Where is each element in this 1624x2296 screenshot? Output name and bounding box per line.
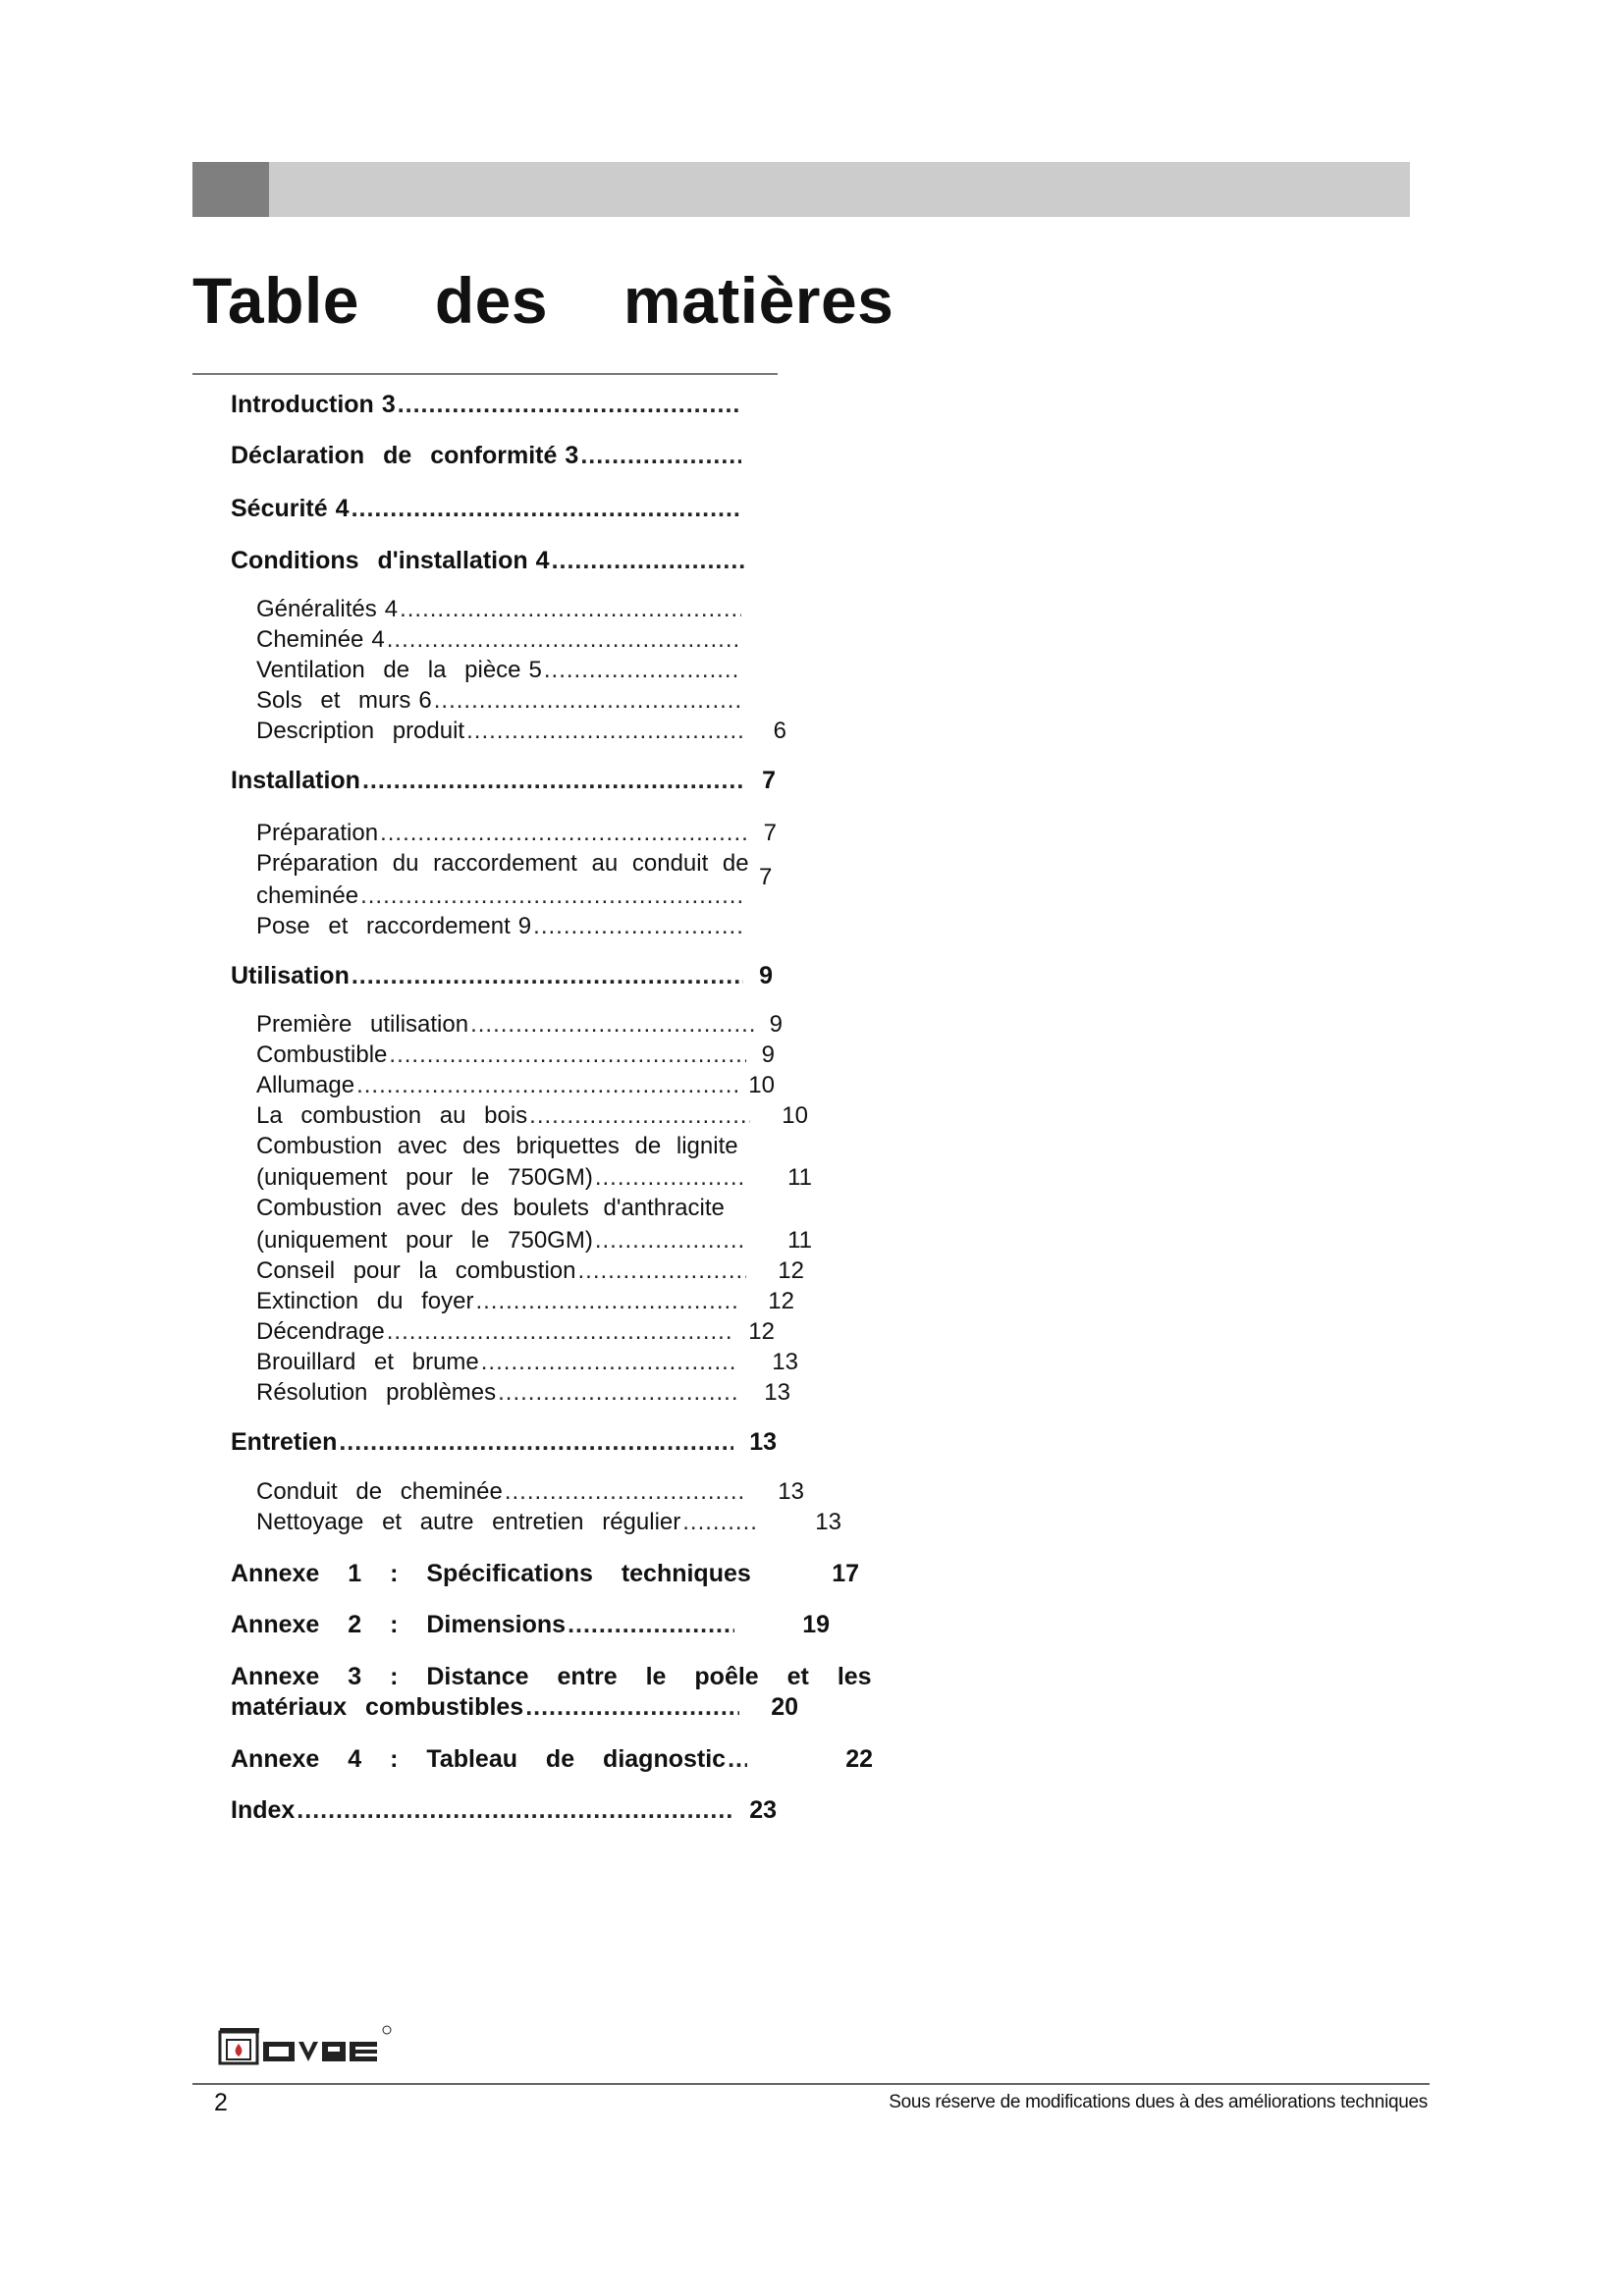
toc-entry-raccordement-line1[interactable]: Préparation du raccordement au conduit de xyxy=(256,850,749,877)
toc-entry-cheminee[interactable]: Cheminée 4 ..... xyxy=(256,626,743,654)
toc-entry-anthracite-line1[interactable]: Combustion avec des boulets d'anthracite xyxy=(256,1195,725,1221)
toc-entry-raccordement-page: 7 xyxy=(759,864,773,890)
toc-entry-annexe-1[interactable]: Annexe 1 : Spécifications techniques 17 xyxy=(231,1560,859,1587)
footer-divider xyxy=(192,2083,1430,2085)
toc-entry-conseil[interactable]: Conseil pour la combustion ..... 12 xyxy=(256,1257,804,1285)
toc-entry-annexe-2[interactable]: Annexe 2 : Dimensions ..... 19 xyxy=(231,1611,830,1639)
toc-entry-lignite-line1[interactable]: Combustion avec des briquettes de lignite xyxy=(256,1133,738,1159)
dovre-logo xyxy=(218,2024,414,2065)
toc-entry-nettoyage[interactable]: Nettoyage et autre entretien régulier ..... 13 xyxy=(256,1509,841,1536)
toc-entry-ventilation[interactable]: Ventilation de la pièce 5 ..... xyxy=(256,657,743,684)
toc-entry-utilisation[interactable]: Utilisation ..... 9 xyxy=(231,962,773,990)
toc-entry-declaration[interactable]: Déclaration de conformité 3 ..... xyxy=(231,442,743,470)
toc-entry-brouillard[interactable]: Brouillard et brume ..... 13 xyxy=(256,1349,798,1376)
toc-entry-annexe-3-line2[interactable]: matériaux combustibles ..... 20 xyxy=(231,1693,798,1722)
toc-entry-conduit[interactable]: Conduit de cheminée ..... 13 xyxy=(256,1478,804,1506)
toc-entry-anthracite-line2[interactable]: (uniquement pour le 750GM) ..... 11 xyxy=(256,1227,812,1255)
toc-entry-description[interactable]: Description produit ..... 6 xyxy=(256,718,786,745)
toc-entry-lignite-line2[interactable]: (uniquement pour le 750GM) ..... 11 xyxy=(256,1164,812,1192)
toc-entry-installation[interactable]: Installation ..... 7 xyxy=(231,767,776,795)
toc-entry-generalites[interactable]: Généralités 4 ..... xyxy=(256,596,743,623)
toc-entry-sols-murs[interactable]: Sols et murs 6 ..... xyxy=(256,687,743,715)
toc-entry-annexe-3-line1[interactable]: Annexe 3 : Distance entre le poêle et les xyxy=(231,1663,872,1690)
toc-entry-securite[interactable]: Sécurité 4 ..... xyxy=(231,495,743,523)
toc-entry-introduction[interactable]: Introduction 3 ..... xyxy=(231,391,743,419)
footer-disclaimer: Sous réserve de modifications dues à des améliorations techniques xyxy=(889,2092,1428,2112)
toc-entry-allumage[interactable]: Allumage ..... 10 xyxy=(256,1072,775,1099)
toc-entry-combustible[interactable]: Combustible ..... 9 xyxy=(256,1041,775,1069)
header-bar xyxy=(192,162,1410,217)
toc-entry-conditions[interactable]: Conditions d'installation 4 ..... xyxy=(231,547,749,575)
toc-entry-combustion-bois[interactable]: La combustion au bois ..... 10 xyxy=(256,1102,808,1130)
toc-entry-entretien[interactable]: Entretien ..... 13 xyxy=(231,1428,777,1457)
toc-entry-pose[interactable]: Pose et raccordement 9 ..... xyxy=(256,913,743,940)
toc-entry-premiere-utilisation[interactable]: Première utilisation ..... 9 xyxy=(256,1011,783,1039)
title-divider xyxy=(192,373,778,375)
page-number: 2 xyxy=(214,2089,228,2116)
header-accent-block xyxy=(192,162,269,217)
toc-entry-decendrage[interactable]: Décendrage ..... 12 xyxy=(256,1318,775,1346)
toc-entry-extinction[interactable]: Extinction du foyer ..... 12 xyxy=(256,1288,794,1315)
toc-entry-annexe-4[interactable]: Annexe 4 : Tableau de diagnostic ..... 22 xyxy=(231,1745,873,1774)
toc-entry-preparation[interactable]: Préparation ..... 7 xyxy=(256,820,777,847)
toc-entry-raccordement-line2[interactable]: cheminée ..... xyxy=(256,882,743,910)
page-title: Table des matières xyxy=(192,264,894,337)
toc-entry-resolution[interactable]: Résolution problèmes ..... 13 xyxy=(256,1379,790,1407)
toc-entry-index[interactable]: Index ..... 23 xyxy=(231,1796,777,1825)
